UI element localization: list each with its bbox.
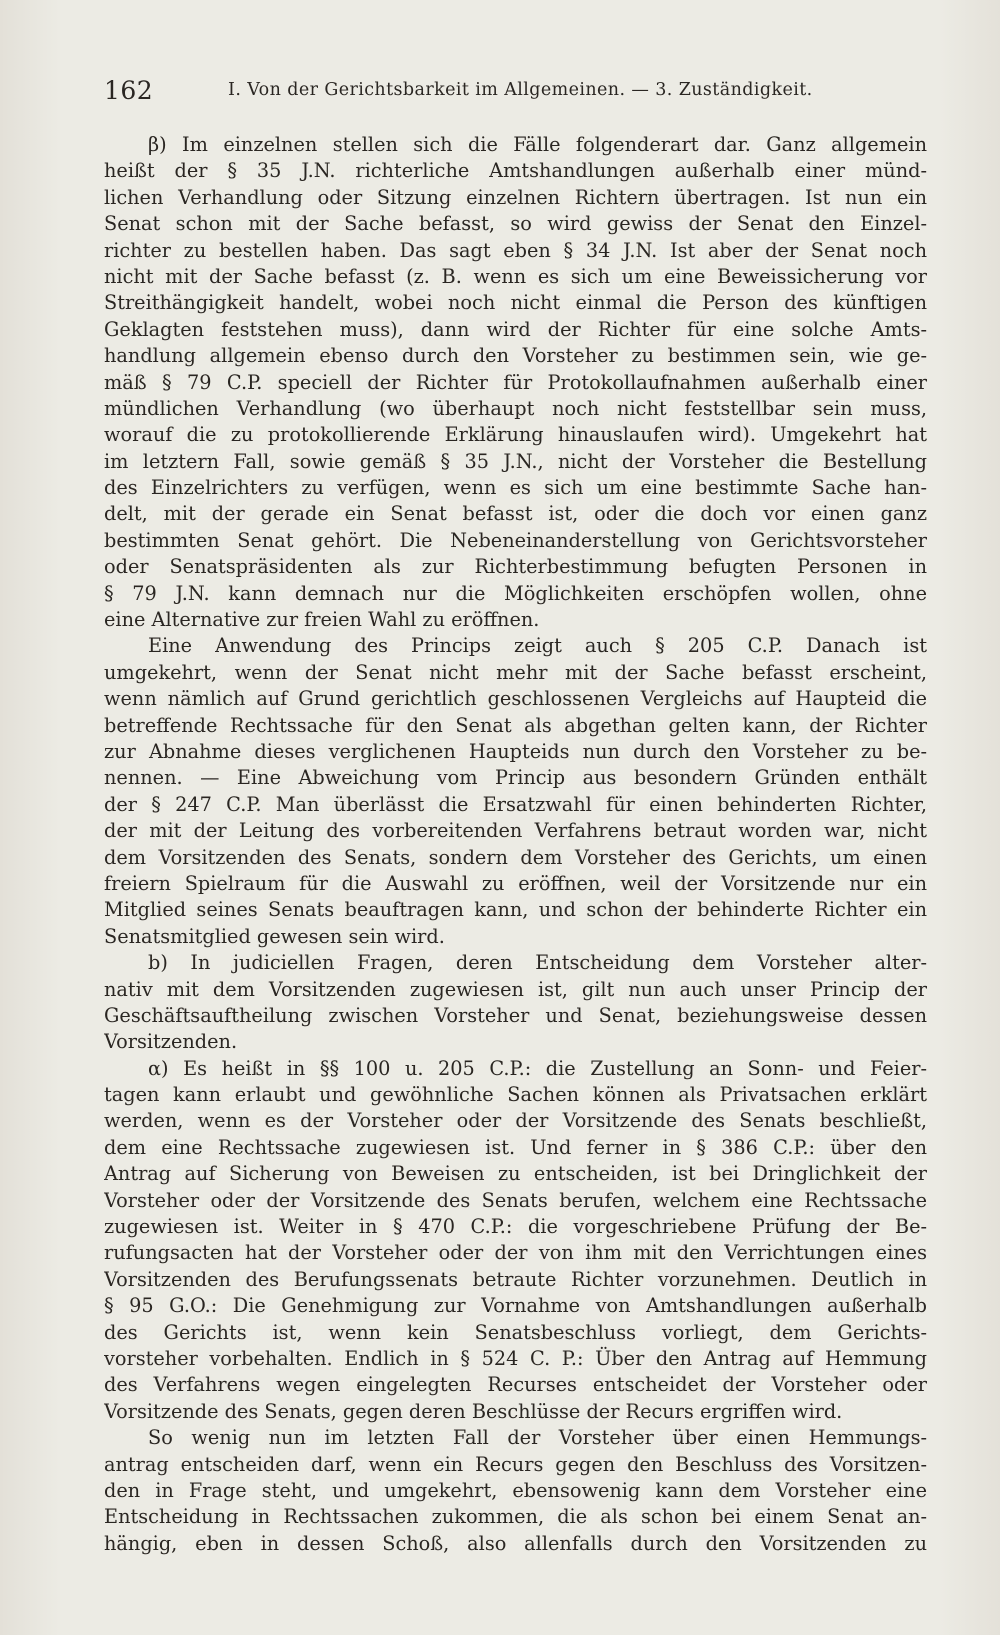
text-line: b) In judiciellen Fragen, deren Entscheidung dem Vorsteher alter- — [148, 951, 927, 975]
text-line: betreffende Rechtssache für den Senat als abgethan gelten kann, der Richter — [104, 713, 927, 737]
text-line: hängig, eben in dessen Schoß, also allenfalls durch den Vorsitzenden zu — [104, 1531, 927, 1555]
text-line: im letztern Fall, sowie gemäß § 35 J.N., nicht der Vorsteher die Bestellung — [104, 449, 927, 473]
text-line: nicht mit der Sache befasst (z. B. wenn es sich um eine Beweissicherung vor — [104, 264, 927, 288]
text-line: Geschäftsauftheilung zwischen Vorsteher und Senat, beziehungsweise dessen — [104, 1003, 927, 1027]
text-line: eine Alternative zur freien Wahl zu eröffnen. — [104, 608, 540, 632]
text-line: nennen. — Eine Abweichung vom Princip aus besondern Gründen enthält — [104, 766, 927, 790]
text-line: richter zu bestellen haben. Das sagt eben § 34 J.N. Ist aber der Senat noch — [104, 238, 927, 262]
text-line: α) Es heißt in §§ 100 u. 205 C.P.: die Zustellung an Sonn- und Feier- — [148, 1056, 927, 1080]
text-line: des Gerichts ist, wenn kein Senatsbeschluss vorliegt, dem Gerichts- — [104, 1320, 927, 1344]
text-line: der § 247 C.P. Man überlässt die Ersatzwahl für einen behinderten Richter, — [104, 792, 927, 816]
text-line: umgekehrt, wenn der Senat nicht mehr mit der Sache befasst erscheint, — [104, 660, 927, 684]
text-line: nativ mit dem Vorsitzenden zugewiesen ist, gilt nun auch unser Princip der — [104, 977, 927, 1001]
text-line: mündlichen Verhandlung (wo überhaupt noch nicht feststellbar sein muss, — [104, 396, 927, 420]
text-line: Geklagten feststehen muss), dann wird der Richter für eine solche Amts- — [104, 317, 927, 341]
text-line: So wenig nun im letzten Fall der Vorsteher über einen Hemmungs- — [148, 1426, 927, 1450]
body-text — [104, 132, 927, 1557]
text-line: oder Senatspräsidenten als zur Richterbestimmung befugten Personen in — [104, 555, 927, 579]
page-number: 162 — [104, 76, 154, 105]
text-line: des Verfahrens wegen eingelegten Recurses entscheidet der Vorsteher oder — [104, 1373, 927, 1397]
text-line: § 95 G.O.: Die Genehmigung zur Vornahme von Amtshandlungen außerhalb — [104, 1294, 927, 1318]
text-line: vorsteher vorbehalten. Endlich in § 524 C. P.: Über den Antrag auf Hemmung — [104, 1346, 927, 1370]
text-line: Vorsitzende des Senats, gegen deren Beschlüsse der Recurs ergriffen wird. — [104, 1399, 843, 1423]
text-line: der mit der Leitung des vorbereitenden Verfahrens betraut worden war, nicht — [104, 819, 927, 843]
text-line: zur Abnahme dieses verglichenen Haupteids nun durch den Vorsteher zu be- — [104, 739, 927, 763]
text-line: β) Im einzelnen stellen sich die Fälle folgenderart dar. Ganz allgemein — [148, 133, 927, 156]
text-line: werden, wenn es der Vorsteher oder der Vorsitzende des Senats beschließt, — [104, 1109, 927, 1133]
text-line: rufungsacten hat der Vorsteher oder der von ihm mit den Verrichtungen eines — [104, 1241, 927, 1265]
text-line: delt, mit der gerade ein Senat befasst ist, oder die doch vor einen ganz — [104, 502, 927, 526]
text-line: dem Vorsitzenden des Senats, sondern dem Vorsteher des Gerichts, um einen — [104, 845, 927, 869]
text-line: Vorsitzenden. — [104, 1030, 238, 1054]
text-line: Antrag auf Sicherung von Beweisen zu entscheiden, ist bei Dringlichkeit der — [104, 1162, 927, 1186]
text-line: Mitglied seines Senats beauftragen kann, und schon der behinderte Richter ein — [104, 898, 927, 922]
text-line: Vorsteher oder der Vorsitzende des Senats berufen, welchem eine Rechtssache — [104, 1188, 927, 1212]
text-line: antrag entscheiden darf, wenn ein Recurs gegen den Beschluss des Vorsitzen- — [104, 1452, 927, 1476]
text-line: tagen kann erlaubt und gewöhnliche Sachen können als Privatsachen erklärt — [104, 1083, 927, 1107]
text-line: des Einzelrichters zu verfügen, wenn es sich um eine bestimmte Sache han- — [104, 476, 927, 500]
text-line: Eine Anwendung des Princips zeigt auch § 205 C.P. Danach ist — [148, 634, 927, 658]
running-head: I. Von der Gerichtsbarkeit im Allgemeinen. — 3. Zuständigkeit. — [228, 80, 813, 100]
text-line: mäß § 79 C.P. speciell der Richter für Protokollaufnahmen außerhalb einer — [104, 370, 927, 394]
text-line: Senatsmitglied gewesen sein wird. — [104, 924, 445, 948]
page-header — [104, 76, 904, 110]
text-line: worauf die zu protokollierende Erklärung hinauslaufen wird). Umgekehrt hat — [104, 423, 927, 447]
text-line: freiern Spielraum für die Auswahl zu eröffnen, weil der Vorsitzende nur ein — [104, 871, 927, 895]
text-line: bestimmten Senat gehört. Die Nebeneinanderstellung von Gerichtsvorsteher — [104, 528, 927, 552]
text-line: zugewiesen ist. Weiter in § 470 C.P.: die vorgeschriebene Prüfung der Be- — [104, 1215, 927, 1239]
text-line: Senat schon mit der Sache befasst, so wird gewiss der Senat den Einzel- — [104, 212, 927, 236]
text-line: § 79 J.N. kann demnach nur die Möglichkeiten erschöpfen wollen, ohne — [104, 581, 927, 605]
text-line: Streithängigkeit handelt, wobei noch nicht einmal die Person des künftigen — [104, 291, 927, 315]
text-line: Vorsitzenden des Berufungssenats betraute Richter vorzunehmen. Deutlich in — [104, 1267, 927, 1291]
text-line: heißt der § 35 J.N. richterliche Amtshandlungen außerhalb einer münd- — [104, 159, 927, 183]
text-line: den in Frage steht, und umgekehrt, ebensowenig kann dem Vorsteher eine — [104, 1478, 927, 1502]
text-line: wenn nämlich auf Grund gerichtlich geschlossenen Vergleichs auf Haupteid die — [104, 687, 927, 711]
text-line: Entscheidung in Rechtssachen zukommen, die als schon bei einem Senat an- — [104, 1505, 927, 1529]
text-line: lichen Verhandlung oder Sitzung einzelnen Richtern übertragen. Ist nun ein — [104, 185, 927, 209]
text-line: handlung allgemein ebenso durch den Vorsteher zu bestimmen sein, wie ge- — [104, 344, 927, 368]
text-line: dem eine Rechtssache zugewiesen ist. Und ferner in § 386 C.P.: über den — [104, 1135, 927, 1159]
